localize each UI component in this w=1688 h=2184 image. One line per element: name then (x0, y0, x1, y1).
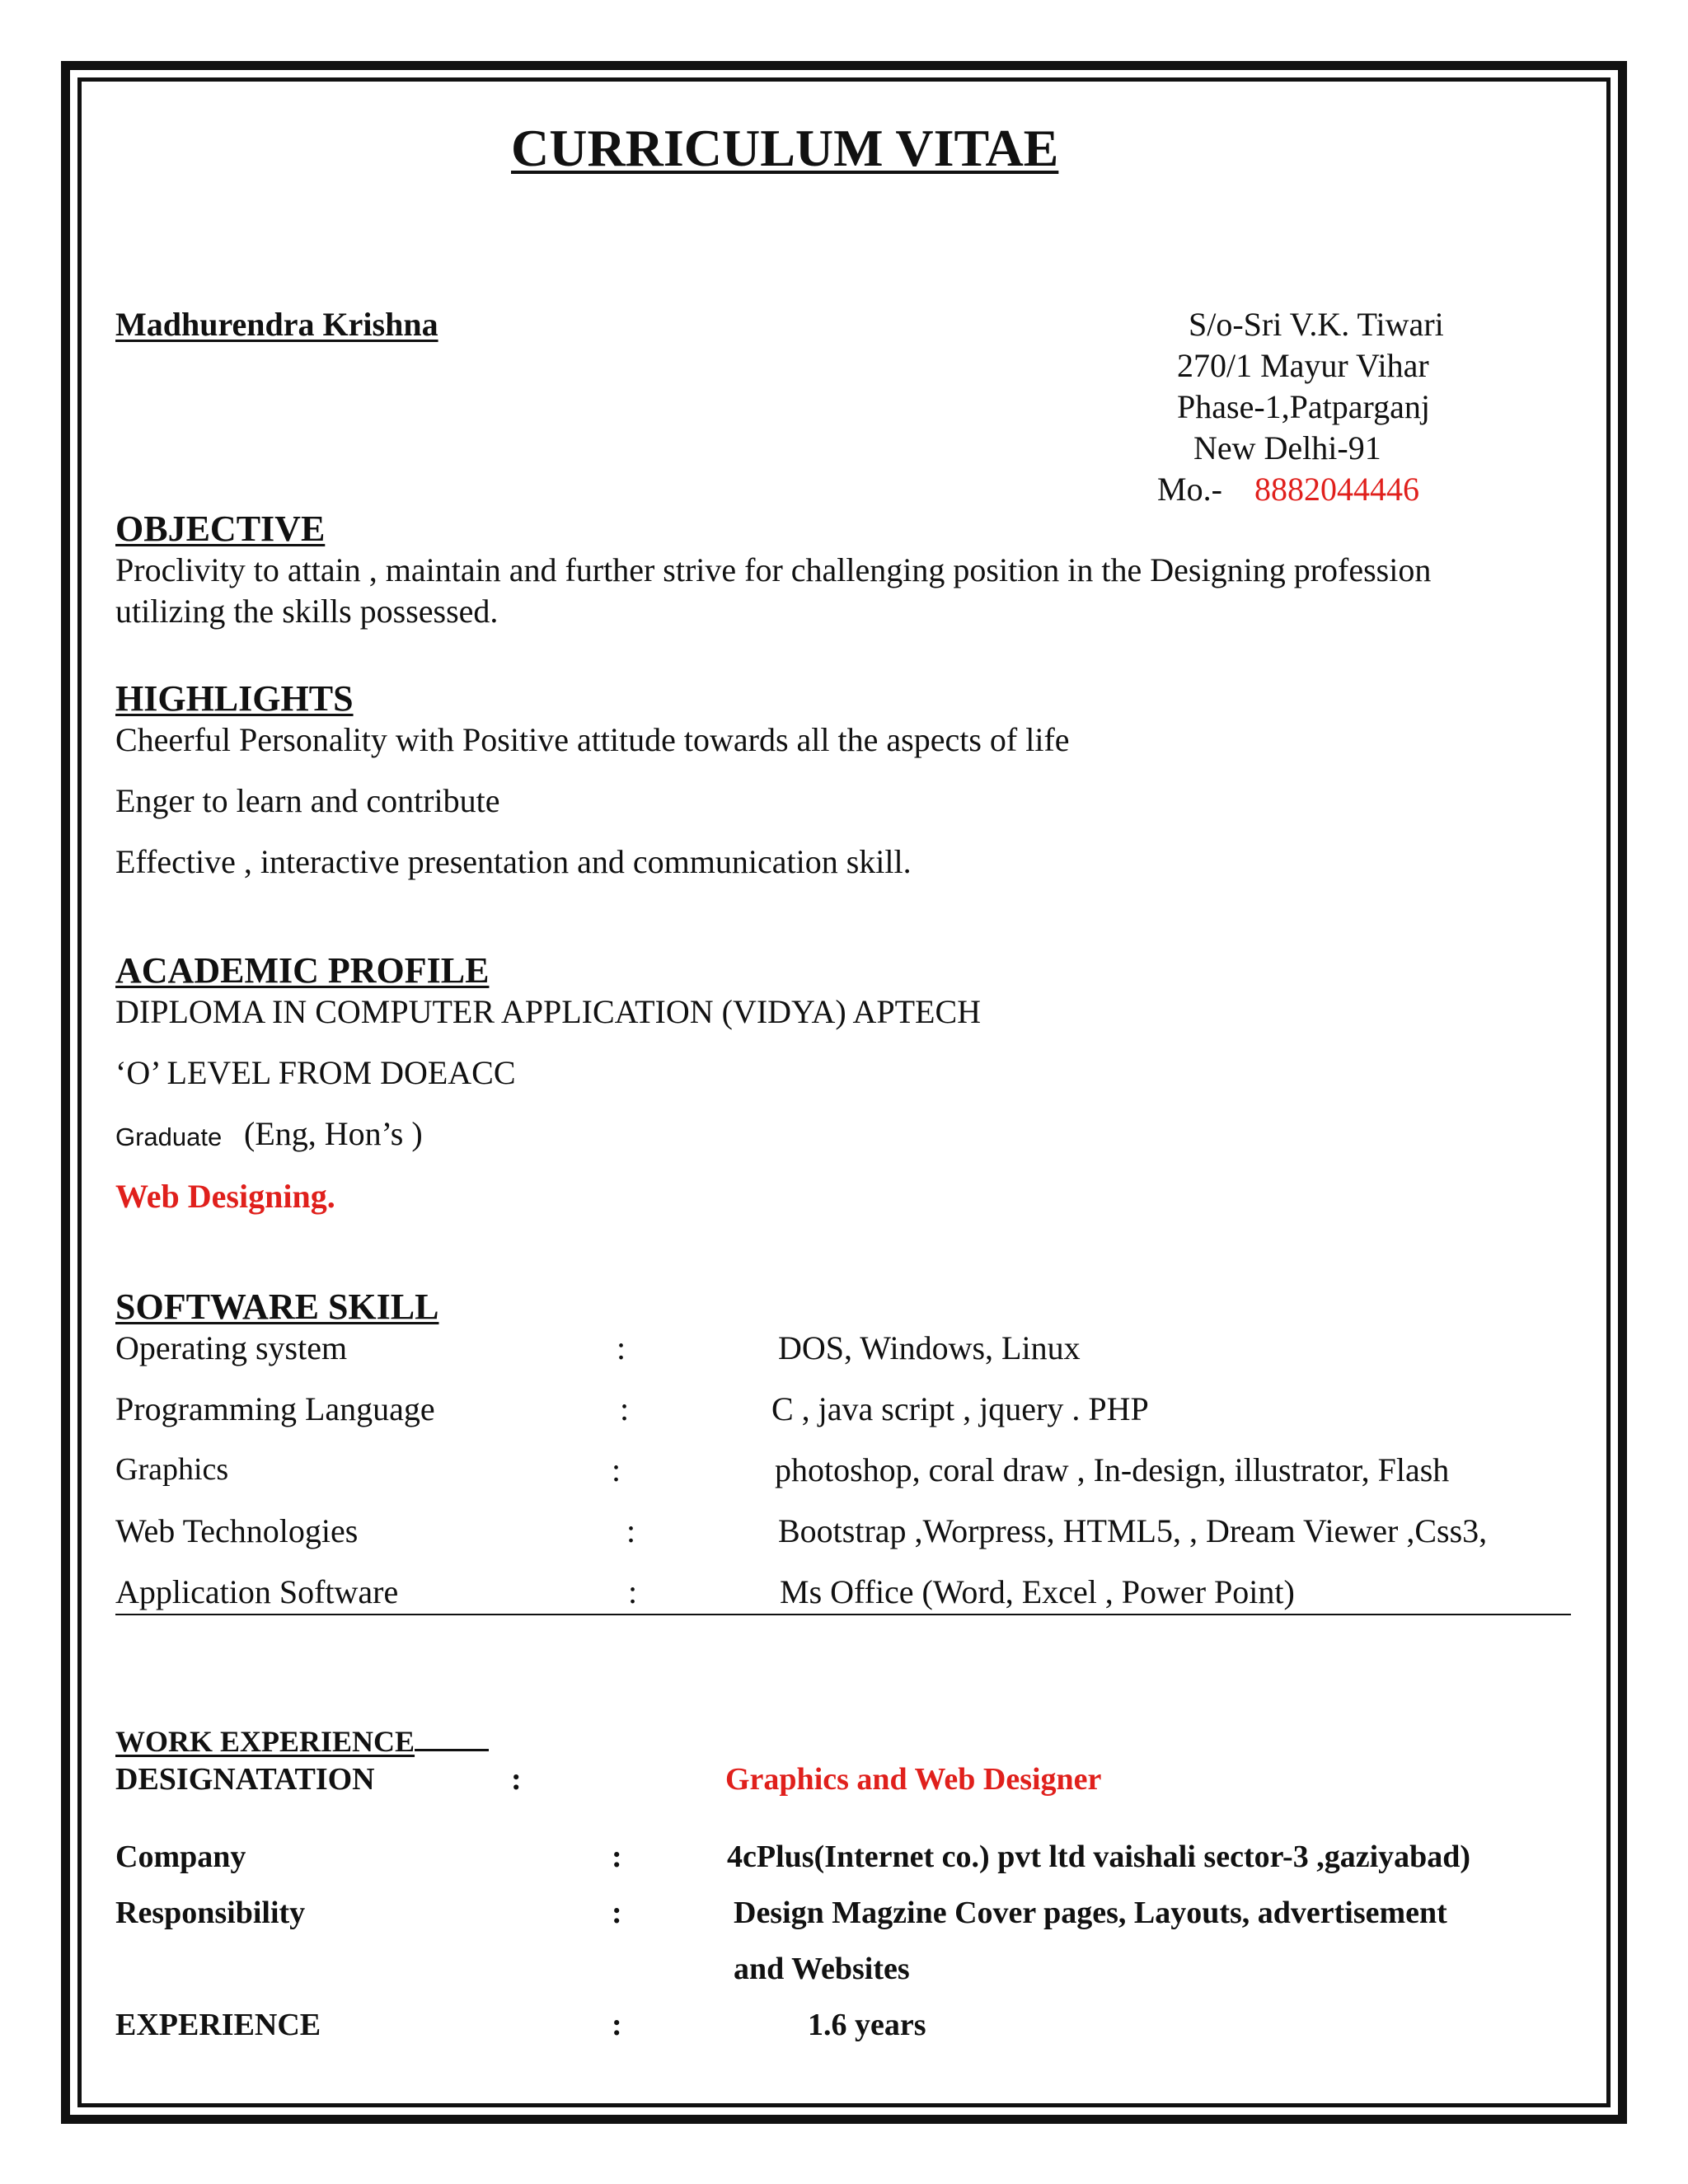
software-row-value: photoshop, coral draw , In-design, illustrator, Flash (775, 1451, 1450, 1488)
responsibility-value-line-1: Design Magzine Cover pages, Layouts, advertisement (734, 1896, 1447, 1930)
highlight-item-1: Cheerful Personality with Positive attitude towards all the aspects of life (115, 721, 1070, 758)
experience-label: EXPERIENCE (115, 2008, 321, 2042)
academic-heading: ACADEMIC PROFILE (115, 950, 490, 991)
software-row-value: C , java script , jquery . PHP (771, 1390, 1149, 1427)
highlights-heading: HIGHLIGHTS (115, 678, 354, 719)
experience-value: 1.6 years (808, 2008, 926, 2042)
address-line-1: S/o-Sri V.K. Tiwari (1189, 306, 1444, 343)
software-row-value: Ms Office (Word, Excel , Power Point) (780, 1573, 1295, 1610)
software-row-label: Application Software (115, 1573, 399, 1610)
address-line-4: New Delhi-91 (1193, 429, 1381, 466)
software-row-separator: : (617, 1329, 626, 1366)
software-row-separator: : (620, 1390, 630, 1427)
company-label: Company (115, 1840, 246, 1874)
objective-line-1: Proclivity to attain , maintain and further strive for challenging position in the Designing profession (115, 551, 1432, 588)
objective-heading: OBJECTIVE (115, 509, 326, 549)
software-row-label: Programming Language (115, 1390, 435, 1427)
address-line-3: Phase-1,Patparganj (1177, 388, 1430, 425)
mobile-label: Mo.- (1157, 471, 1222, 508)
objective-line-2: utilizing the skills possessed. (115, 593, 499, 630)
company-value: 4cPlus(Internet co.) pvt ltd vaishali sector-3 ,gaziyabad) (727, 1840, 1471, 1874)
software-row-label: Operating system (115, 1329, 348, 1366)
mobile-number: 8882044446 (1254, 471, 1419, 508)
software-row-label: Web Technologies (115, 1512, 359, 1549)
software-heading: SOFTWARE SKILL (115, 1286, 439, 1327)
academic-item-4: Web Designing. (115, 1178, 335, 1215)
company-separator: : (612, 1840, 622, 1874)
work-heading-text: WORK EXPERIENCE (115, 1725, 415, 1758)
page-title: CURRICULUM VITAE (511, 119, 1059, 177)
software-row-value: DOS, Windows, Linux (778, 1329, 1081, 1366)
designation-separator: : (511, 1762, 522, 1797)
responsibility-label: Responsibility (115, 1896, 306, 1930)
highlight-item-2: Enger to learn and contribute (115, 782, 500, 819)
work-heading (115, 1724, 489, 1756)
academic-item-3-prefix: Graduate (115, 1122, 223, 1151)
academic-item-1: DIPLOMA IN COMPUTER APPLICATION (VIDYA) APTECH (115, 993, 982, 1030)
software-row-separator: : (628, 1573, 638, 1610)
designation-value: Graphics and Web Designer (725, 1762, 1102, 1797)
software-row-separator: : (612, 1451, 621, 1488)
work-heading-underline-tail (415, 1724, 489, 1751)
software-row-value: Bootstrap ,Worpress, HTML5, , Dream Viewer ,Css3, (778, 1512, 1488, 1549)
highlight-item-3: Effective , interactive presentation and communication skill. (115, 843, 912, 880)
responsibility-separator: : (612, 1896, 622, 1930)
software-row-separator: : (626, 1512, 636, 1549)
experience-separator: : (612, 2008, 622, 2042)
candidate-name: Madhurendra Krishna (115, 306, 438, 343)
responsibility-value-line-2: and Websites (734, 1952, 910, 1986)
academic-item-3-suffix: (Eng, Hon’s ) (244, 1115, 423, 1152)
academic-item-2: ‘O’ LEVEL FROM DOEACC (115, 1054, 516, 1091)
address-line-2: 270/1 Mayur Vihar (1177, 347, 1429, 384)
software-row-label: Graphics (115, 1452, 229, 1487)
designation-label: DESIGNATATION (115, 1762, 375, 1797)
section-divider (115, 1614, 1571, 1615)
